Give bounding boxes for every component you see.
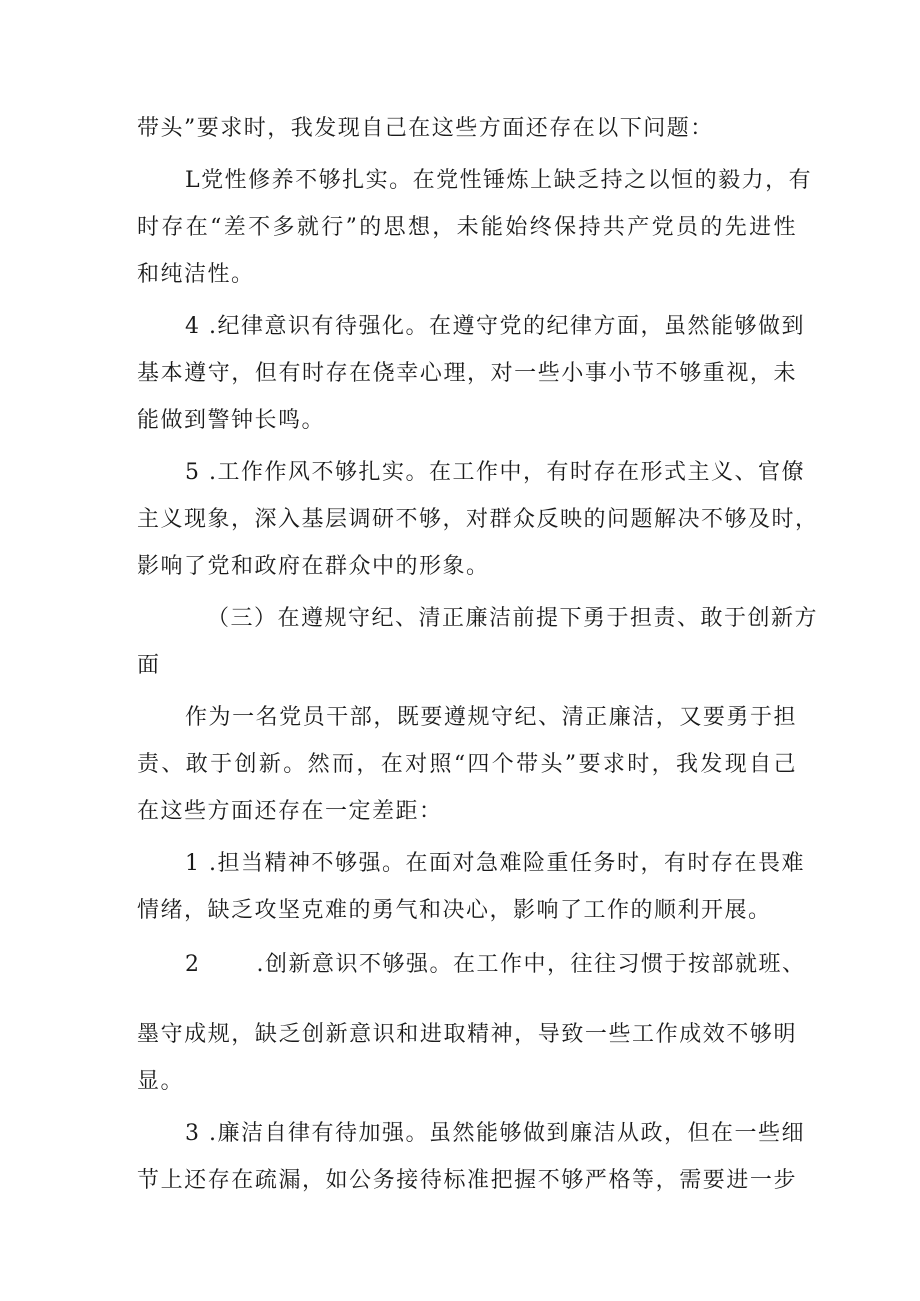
item-2-number: 2 — [185, 952, 201, 977]
paragraph-5-line-2: 主义现象，深入基层调研不够，对群众反映的问题解决不够及时， — [137, 507, 819, 532]
item-1-line-2: 情绪，缺乏攻坚克难的勇气和决心，影响了工作的顺利开展。 — [137, 898, 772, 923]
item-1-line-1: 1 .担当精神不够强。在面对急难险重任务时，有时存在畏难 — [185, 851, 805, 876]
paragraph-5-line-1: 5 .工作作风不够扎实。在工作中，有时存在形式主义、官僚 — [185, 460, 805, 485]
intro-line-1: 作为一名党员干部，既要遵规守纪、清正廉洁，又要勇于担 — [185, 705, 797, 730]
item-2-line-2: 墨守成规，缺乏创新意识和进取精神，导致一些工作成效不够明 — [137, 1022, 797, 1047]
item-3-line-1: 3 .廉洁自律有待加强。虽然能够做到廉洁从政，但在一些细 — [185, 1121, 805, 1146]
section-heading-line-2: 面 — [137, 653, 161, 678]
paragraph-5-line-3: 影响了党和政府在群众中的形象。 — [137, 554, 490, 579]
paragraph-1-line-3: 和纯洁性。 — [137, 262, 255, 287]
intro-line-3: 在这些方面还存在一定差距： — [137, 799, 443, 824]
paragraph-4-line-2: 基本遵守，但有时存在侥幸心理，对一些小事小节不够重视，未 — [137, 361, 797, 386]
paragraph-1-line-1: L党性修养不够扎实。在党性锤炼上缺乏持之以恒的毅力，有 — [185, 168, 813, 193]
item-3-line-2: 节上还存在疏漏，如公务接待标准把握不够严格等，需要进一步 — [137, 1168, 797, 1193]
item-2-line-3: 显。 — [137, 1069, 185, 1094]
section-heading-line-1: （三）在遵规守纪、清正廉洁前提下勇于担责、敢于创新方 — [207, 606, 819, 631]
item-2-line-1 — [185, 950, 806, 980]
text-line: 带头”要求时，我发现自己在这些方面还存在以下问题： — [137, 116, 714, 141]
intro-line-2: 责、敢于创新。然而，在对照“四个带头”要求时，我发现自己 — [137, 752, 797, 777]
paragraph-1-line-2: 时存在“差不多就行”的思想，未能始终保持共产党员的先进性 — [137, 215, 797, 240]
paragraph-4-line-3: 能做到警钟长鸣。 — [137, 408, 326, 433]
item-2-text: .创新意识不够强。在工作中，往往习惯于按部就班、 — [256, 952, 806, 977]
paragraph-4-line-1: 4 .纪律意识有待强化。在遵守党的纪律方面，虽然能够做到 — [185, 314, 805, 339]
